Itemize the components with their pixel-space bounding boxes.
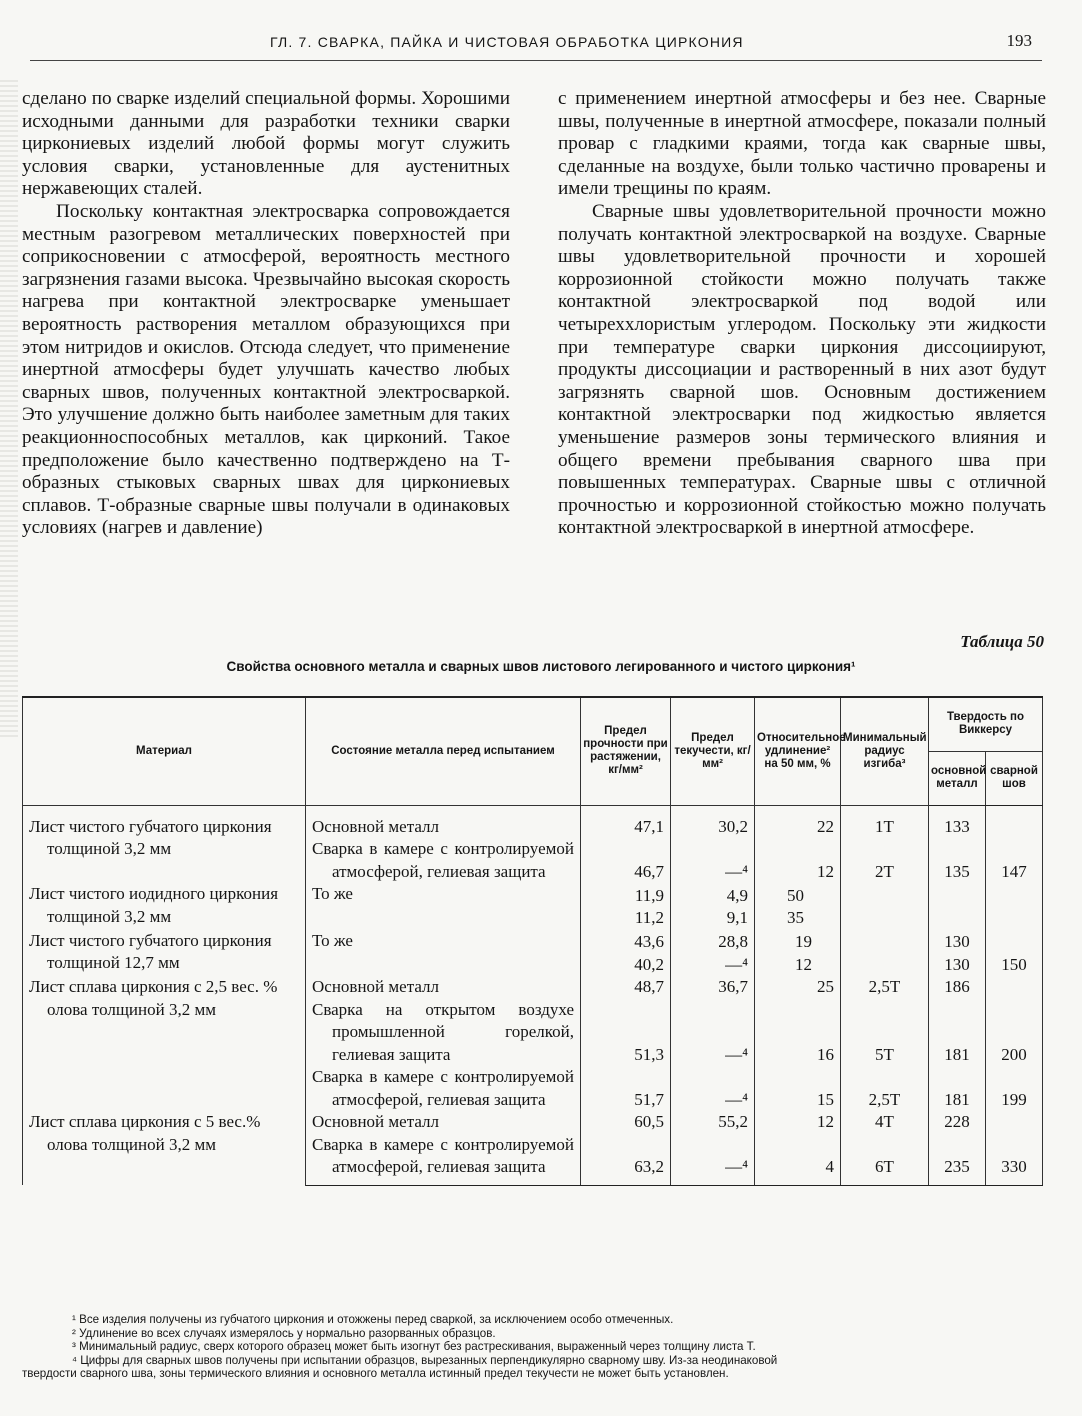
hardness-weld-cell bbox=[986, 883, 1043, 930]
hardness-weld-cell: 147 bbox=[986, 838, 1043, 883]
yield-cell: 30,2 bbox=[671, 805, 755, 838]
bend-cell bbox=[841, 883, 929, 930]
yield-cell: —⁴ bbox=[725, 954, 748, 974]
yield-cell: 55,2 bbox=[671, 1111, 755, 1134]
header-tensile: Предел прочности при растяжении, кг/мм² bbox=[581, 697, 671, 805]
material-cell: Лист сплава циркония с 2,5 вес. % олова толщиной 3,2 мм bbox=[29, 977, 278, 1019]
table-caption: Таблица 50 bbox=[960, 632, 1044, 651]
elongation-cell: 25 bbox=[755, 976, 841, 999]
bend-cell: 1Т bbox=[841, 805, 929, 838]
footnote-2: ² Удлинение во всех случаях измерялось у нормально разорванных образцов. bbox=[72, 1326, 496, 1340]
yield-cell: 4,9 bbox=[726, 885, 748, 905]
hardness-base-cell: 181 bbox=[929, 1066, 986, 1111]
elongation-cell: 16 bbox=[755, 999, 841, 1067]
tensile-cell: 43,6 bbox=[634, 932, 664, 951]
tensile-cell: 11,2 bbox=[634, 908, 664, 927]
page-number: 193 bbox=[1006, 31, 1032, 50]
hardness-base-cell: 181 bbox=[929, 999, 986, 1067]
right-column bbox=[558, 88, 1046, 540]
bend-cell: 6Т bbox=[841, 1134, 929, 1186]
hardness-base-cell: 133 bbox=[929, 805, 986, 838]
elongation-cell: 22 bbox=[755, 805, 841, 838]
material-cell: Лист сплава циркония с 5 вес.% олова толщиной 3,2 мм bbox=[29, 1112, 261, 1154]
hardness-weld-cell bbox=[986, 976, 1043, 999]
elongation-cell: 35 bbox=[787, 908, 804, 927]
tensile-cell: 11,9 bbox=[634, 885, 664, 905]
elongation-cell: 4 bbox=[755, 1134, 841, 1186]
hardness-base-cell: 135 bbox=[929, 838, 986, 883]
yield-cell: —⁴ bbox=[671, 838, 755, 883]
tensile-cell: 48,7 bbox=[581, 976, 671, 999]
header-bend-radius: Минимальный радиус изгиба³ bbox=[841, 697, 929, 805]
elongation-cell: 19 bbox=[795, 932, 812, 951]
right-paragraph-2: Сварные швы удовлетворительной прочности можно получать контактной электросваркой на воздухе. Сварные швы удовлетворительной прочности и хорошей коррозионной стойкости можно получать также контактной электросваркой под водой или четыреххлористым углеродом. Поскольку эти жидкости при температуре сварки циркония диссоциируют, продукты диссоциации и растворенный в них азот будут загрязнять сварной шов. Основным достижением контактной электросварки под жидкостью является уменьшение размеров зоны термического влияния и общего времени пребывания сварного шва при повышенных температурах. Сварные швы с отличной прочностью и коррозионной стойкостью можно получать контактной электросваркой в инертной атмосфере. bbox=[558, 200, 1046, 539]
header-hardness: Твердость по Виккерсу bbox=[929, 697, 1043, 751]
bend-cell: 2,5Т bbox=[841, 976, 929, 999]
tensile-cell: 63,2 bbox=[581, 1134, 671, 1186]
left-paragraph-2: Поскольку контактная электросварка сопровождается местным разогревом металлических поверхностей при соприкосновении с атмосферой, вероятность местного загрязнения газами высока. Чрезвычайно высокая скорость нагрева при контактной электросварке уменьшает вероятность растворения металлом образующихся при этом нитридов и окислов. Отсюда следует, что применение инертной атмосферы будет улучшать качество любых сварных швов, полученных контактной электросваркой. Это улучшение должно быть наиболее заметным для таких реакционноспособных металлов, как цирконий. Такое предположение было качественно подтверждено на Т-образных стыковых сварных швах для циркониевых сплавов. Т-образные сварные швы получали в одинаковых условиях (нагрев и давление) bbox=[22, 200, 510, 539]
tensile-cell: 46,7 bbox=[581, 838, 671, 883]
yield-cell: —⁴ bbox=[671, 1134, 755, 1186]
footnote-1: ¹ Все изделия получены из губчатого циркония и отожжены перед сваркой, за исключением особо отмеченных. bbox=[72, 1313, 674, 1326]
right-paragraph-1: с применением инертной атмосферы и без нее. Сварные швы, полученные в инертной атмосфере, показали полный провар с гладкими краями, тогда как сварные швы, сделанные на воздухе, были только частично проварены и имели трещины по краям. bbox=[558, 88, 1046, 200]
tensile-cell: 51,3 bbox=[581, 999, 671, 1067]
tensile-cell: 47,1 bbox=[581, 805, 671, 838]
tensile-cell: 40,2 bbox=[634, 954, 664, 974]
header-yield: Предел текучести, кг/мм² bbox=[671, 697, 755, 805]
scan-edge-artifact bbox=[0, 80, 18, 740]
tensile-cell: 51,7 bbox=[581, 1066, 671, 1111]
table-row bbox=[23, 930, 1043, 977]
hardness-weld-cell: 200 bbox=[986, 999, 1043, 1067]
table-row bbox=[23, 883, 1043, 930]
table-row bbox=[23, 1111, 1043, 1134]
hardness-weld-cell: 330 bbox=[986, 1134, 1043, 1186]
hardness-base-cell: 130 bbox=[944, 954, 970, 974]
hardness-base-cell: 130 bbox=[944, 932, 970, 951]
hardness-base-cell: 186 bbox=[929, 976, 986, 999]
hardness-base-cell: 235 bbox=[929, 1134, 986, 1186]
header-material: Материал bbox=[23, 697, 306, 805]
header-hardness-base: основной металл bbox=[929, 751, 986, 805]
table-row bbox=[23, 805, 1043, 838]
left-column bbox=[22, 88, 510, 540]
state-cell: То же bbox=[312, 884, 353, 903]
bend-cell: 2Т bbox=[841, 838, 929, 883]
properties-table bbox=[22, 696, 1043, 1186]
hardness-weld-cell: 150 bbox=[986, 930, 1043, 977]
running-head: ГЛ. 7. СВАРКА, ПАЙКА И ЧИСТОВАЯ ОБРАБОТКА ЦИРКОНИЯ bbox=[270, 34, 744, 50]
yield-cell: 28,8 bbox=[718, 932, 748, 951]
bend-cell: 5Т bbox=[841, 999, 929, 1067]
elongation-cell: 50 bbox=[787, 885, 804, 905]
table-row bbox=[23, 976, 1043, 999]
header-elongation: Относительное удлинение² на 50 мм, % bbox=[755, 697, 841, 805]
elongation-cell: 12 bbox=[795, 954, 812, 974]
hardness-base-cell: 228 bbox=[929, 1111, 986, 1134]
yield-cell: 36,7 bbox=[671, 976, 755, 999]
hardness-weld-cell bbox=[986, 805, 1043, 838]
hardness-base-cell bbox=[929, 883, 986, 930]
page-header bbox=[30, 30, 1042, 61]
header-hardness-weld: сварной шов bbox=[986, 751, 1043, 805]
state-cell: Основной металл bbox=[312, 977, 439, 996]
footnote-4-continued: твердости сварного шва, зоны термического влияния и основного металла истинный предел текучести не может быть установлен. bbox=[22, 1367, 729, 1381]
yield-cell: 9,1 bbox=[726, 908, 748, 927]
bend-cell: 4Т bbox=[841, 1111, 929, 1134]
elongation-cell: 12 bbox=[755, 838, 841, 883]
yield-cell: —⁴ bbox=[671, 999, 755, 1067]
yield-cell: —⁴ bbox=[671, 1066, 755, 1111]
elongation-cell: 15 bbox=[755, 1066, 841, 1111]
elongation-cell: 12 bbox=[755, 1111, 841, 1134]
footnotes bbox=[22, 1313, 1038, 1381]
state-cell: Сварка в камере с контролируемой атмосферой, гелиевая защита bbox=[312, 1067, 574, 1109]
material-cell: Лист чистого губчатого циркония толщиной 3,2 мм bbox=[29, 816, 272, 858]
footnote-4: ⁴ Цифры для сварных швов получены при испытании образцов, вырезанных перпендикулярно сварному шву. Из-за неодинаковой bbox=[72, 1353, 778, 1367]
hardness-weld-cell bbox=[986, 1111, 1043, 1134]
footnote-3: ³ Минимальный радиус, сверх которого образец может быть изогнут без растрескивания, выраженный через толщину листа Т. bbox=[72, 1340, 756, 1354]
bend-cell: 2,5Т bbox=[841, 1066, 929, 1111]
header-state: Состояние металла перед испытанием bbox=[306, 697, 581, 805]
tensile-cell: 60,5 bbox=[581, 1111, 671, 1134]
bend-cell bbox=[841, 930, 929, 977]
state-cell: То же bbox=[312, 930, 353, 950]
material-cell: Лист чистого губчатого циркония толщиной 12,7 мм bbox=[29, 930, 272, 972]
table-title: Свойства основного металла и сварных швов листового легированного и чистого циркония¹ bbox=[226, 659, 856, 674]
hardness-weld-cell: 199 bbox=[986, 1066, 1043, 1111]
state-cell: Основной металл bbox=[312, 1112, 439, 1131]
material-cell: Лист чистого иодидного циркония толщиной 3,2 мм bbox=[29, 884, 279, 926]
state-cell: Сварка в камере с контролируемой атмосферой, гелиевая защита bbox=[312, 839, 574, 881]
state-cell: Сварка в камере с контролируемой атмосферой, гелиевая защита bbox=[312, 1134, 574, 1176]
state-cell: Основной металл bbox=[312, 816, 439, 836]
state-cell: Сварка на открытом воздухе промышленной горелкой, гелиевая защита bbox=[312, 999, 574, 1064]
left-paragraph-1: сделано по сварке изделий специальной формы. Хорошими исходными данными для разработки техники сварки циркониевых изделий любой формы могут служить условия сварки, установленные для аустенитных нержавеющих сталей. bbox=[22, 88, 510, 200]
